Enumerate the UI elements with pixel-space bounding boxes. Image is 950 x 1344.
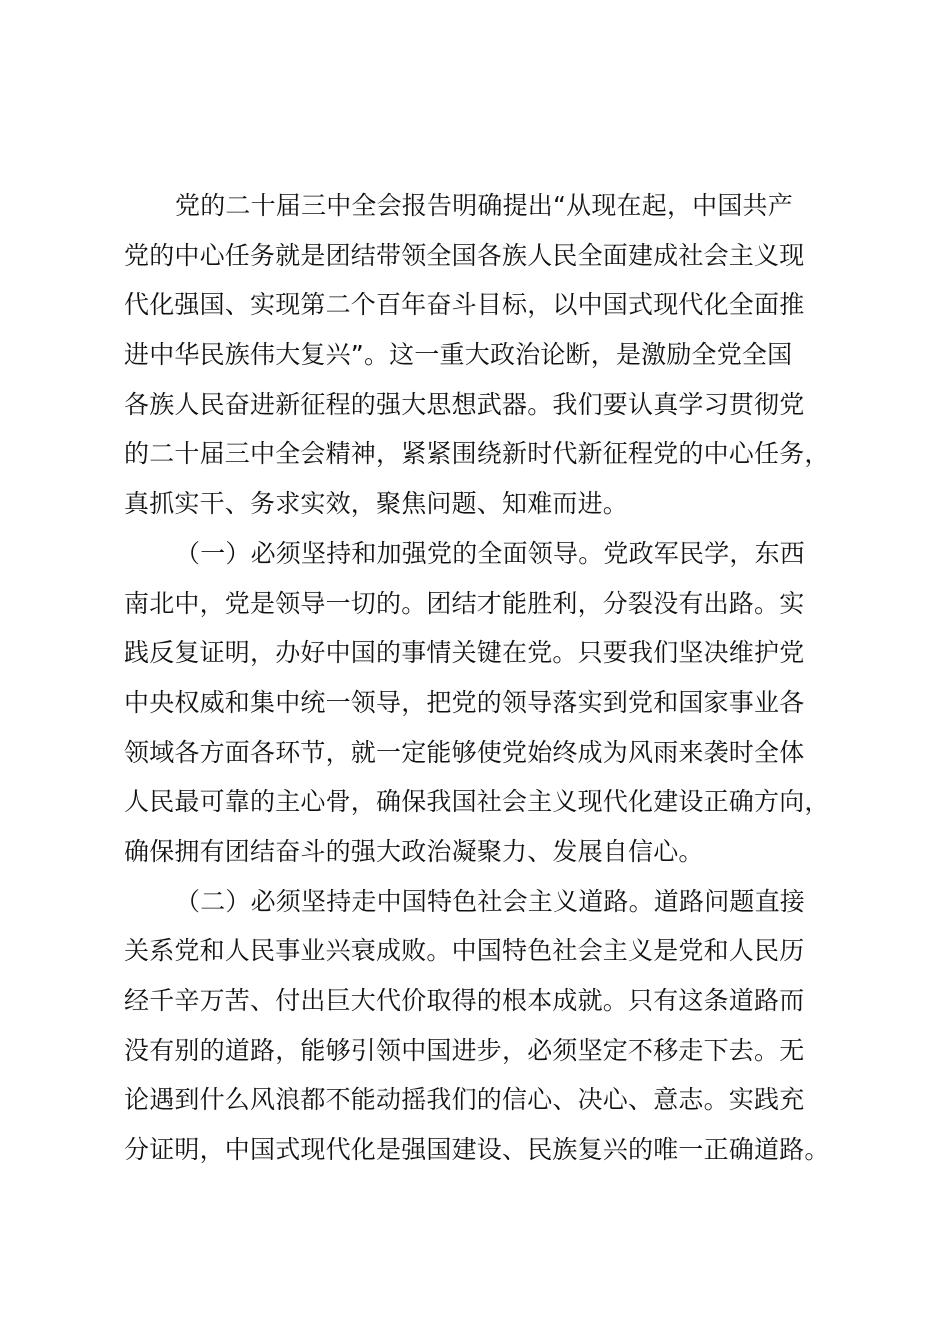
text-line: 进中华民族伟大复兴”。这一重大政治论断，是激励全党全国 [124,340,793,370]
text-line: 人民最可靠的主心骨，确保我国社会主义现代化建设正确方向， [124,787,830,817]
text-line: 没有别的道路，能够引领中国进步，必须坚定不移走下去。无 [124,1035,805,1065]
paragraph-section-2 [124,877,859,1175]
text-line: 践反复证明，办好中国的事情关键在党。只要我们坚决维护党 [124,638,805,668]
document-body [124,181,859,1175]
text-line: （二）必须坚持走中国特色社会主义道路。道路问题直接 [175,886,806,916]
text-line: 南北中，党是领导一切的。团结才能胜利，分裂没有出路。实 [124,588,805,618]
text-line: 真抓实干、务求实效，聚焦问题、知难而进。 [124,489,629,519]
text-line: 中央权威和集中统一领导，把党的领导落实到党和国家事业各 [124,687,805,717]
text-line: 代化强国、实现第二个百年奋斗目标，以中国式现代化全面推 [124,290,805,320]
text-line: 党的中心任务就是团结带领全国各族人民全面建成社会主义现 [124,240,805,270]
text-line: 领域各方面各环节，就一定能够使党始终成为风雨来袭时全体 [124,737,805,767]
text-line: 关系党和人民事业兴衰成败。中国特色社会主义是党和人民历 [124,936,805,966]
text-line: 党的二十届三中全会报告明确提出“从现在起，中国共产 [175,191,793,220]
text-line: 分证明，中国式现代化是强国建设、民族复兴的唯一正确道路。 [124,1135,830,1165]
paragraph-intro [124,181,859,529]
text-line: 各族人民奋进新征程的强大思想武器。我们要认真学习贯彻党 [124,389,805,419]
text-line: 的二十届三中全会精神，紧紧围绕新时代新征程党的中心任务， [124,439,830,469]
text-line: （一）必须坚持和加强党的全面领导。党政军民学，东西 [175,538,806,568]
text-line: 经千辛万苦、付出巨大代价取得的根本成就。只有这条道路而 [124,986,805,1015]
text-line: 论遇到什么风浪都不能动摇我们的信心、决心、意志。实践充 [124,1085,805,1115]
text-line: 确保拥有团结奋斗的强大政治凝聚力、发展自信心。 [124,836,704,866]
paragraph-section-1 [124,529,859,877]
